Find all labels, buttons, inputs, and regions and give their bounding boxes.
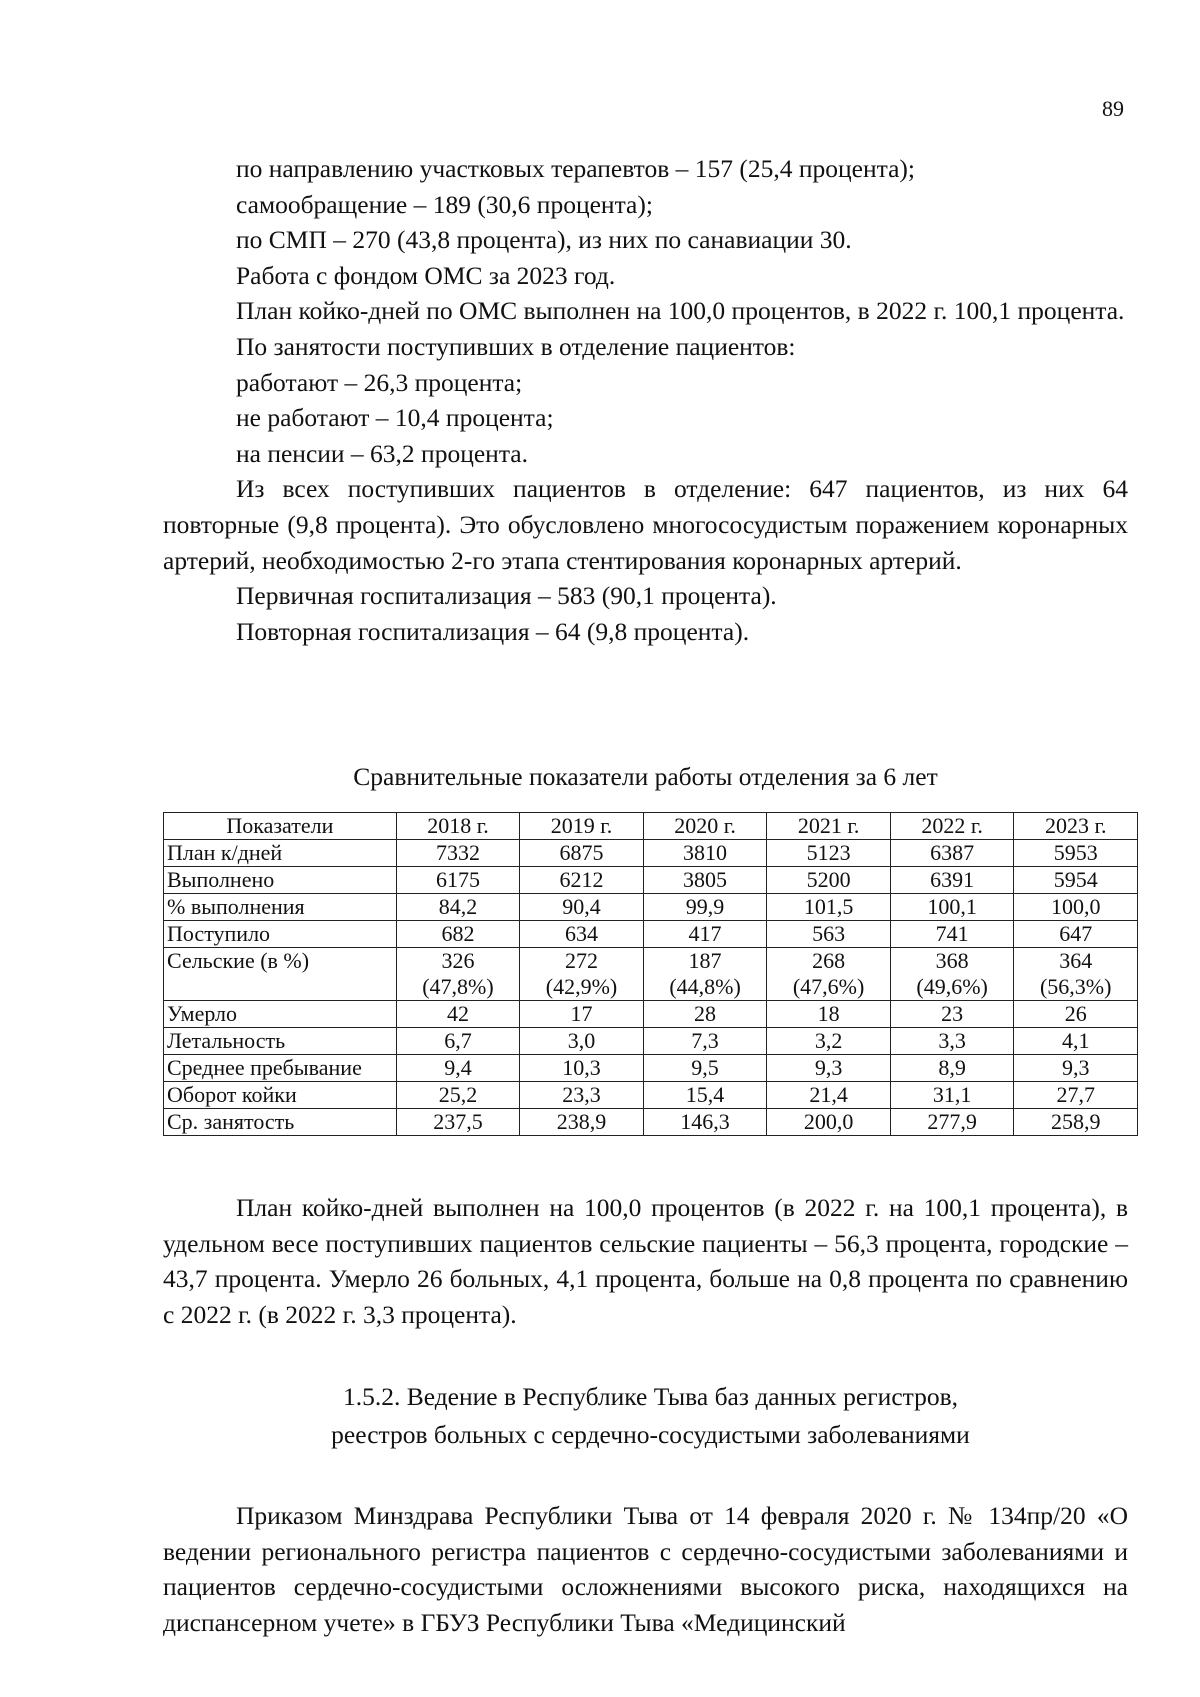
table-cell	[520, 1082, 644, 1109]
column-header: 2022 г.	[890, 813, 1014, 840]
order-text-block	[163, 1498, 1128, 1640]
cell-value: 326	[441, 948, 475, 973]
table-cell	[643, 921, 767, 948]
column-header: Показатели	[164, 813, 397, 840]
cell-value: 21,4	[809, 1082, 848, 1107]
cell-value: 5123	[806, 840, 851, 865]
cell-value: 3,2	[814, 1028, 843, 1053]
cell-value: 268	[812, 948, 846, 973]
paragraph: Повторная госпитализация – 64 (9,8 процента).	[236, 616, 750, 646]
paragraph: Работа с фондом ОМС за 2023 год.	[236, 260, 616, 290]
table-body	[164, 840, 1138, 1136]
table-cell	[520, 867, 644, 894]
cell-value: 5954	[1053, 867, 1098, 892]
cell-value: 99,9	[685, 894, 725, 919]
table-cell	[1014, 1028, 1138, 1055]
cell-value: 6175	[435, 867, 480, 892]
table-cell	[520, 894, 644, 921]
cell-value: 368	[935, 948, 969, 973]
table-cell	[643, 1055, 767, 1082]
paragraph: Из всех поступивших пациентов в отделение: 647 пациентов, из них 64 повторные (9,8 процента). Это обусловлено многососудистым поражением коронарных артерий, необходимостью 2-го этапа стентирования коронарных артерий.	[163, 474, 1128, 575]
table-cell	[767, 948, 891, 1001]
cell-value: 15,4	[685, 1082, 725, 1107]
cell-value: 9,4	[444, 1055, 472, 1080]
table-cell	[767, 1028, 891, 1055]
table-cell	[1014, 1055, 1138, 1082]
table-row	[164, 1055, 1138, 1082]
cell-value: 3,0	[567, 1028, 596, 1053]
cell-value: 682	[441, 921, 475, 946]
cell-percent: (56,3%)	[1039, 974, 1112, 999]
table-cell	[396, 948, 520, 1001]
cell-percent: (49,6%)	[916, 974, 988, 999]
table-cell	[643, 1082, 767, 1109]
table-cell	[767, 1055, 891, 1082]
cell-percent: (47,8%)	[422, 974, 494, 999]
table-row	[164, 894, 1138, 921]
paragraph: По занятости поступивших в отделение пациентов:	[236, 331, 796, 361]
cell-value: 23	[941, 1001, 964, 1026]
cell-value: 6391	[930, 867, 975, 892]
column-header: 2023 г.	[1014, 813, 1138, 840]
table-cell	[767, 867, 891, 894]
table-row	[164, 921, 1138, 948]
table-cell	[1014, 1109, 1138, 1136]
table-cell	[520, 948, 644, 1001]
table-cell	[643, 867, 767, 894]
table-row	[164, 1028, 1138, 1055]
cell-value: 7,3	[691, 1028, 719, 1053]
table-cell	[643, 1109, 767, 1136]
cell-value: 187	[688, 948, 722, 973]
cell-value: 277,9	[927, 1109, 977, 1134]
table-cell	[643, 948, 767, 1001]
table-cell	[890, 1109, 1014, 1136]
row-label: Летальность	[164, 1028, 397, 1055]
paragraph: по направлению участковых терапевтов – 157 (25,4 процента);	[236, 154, 915, 183]
section-heading-line: реестров больных с сердечно-сосудистыми заболеваниями	[331, 1420, 970, 1449]
cell-value: 8,9	[938, 1055, 966, 1080]
cell-value: 647	[1059, 921, 1093, 946]
table-cell	[643, 1028, 767, 1055]
column-header: 2021 г.	[767, 813, 891, 840]
paragraph: по СМП – 270 (43,8 процента), из них по санавиации 30.	[236, 225, 852, 255]
paragraph: на пенсии – 63,2 процента.	[236, 438, 528, 468]
table-cell	[396, 921, 520, 948]
cell-value: 741	[935, 921, 969, 946]
table-row	[164, 1001, 1138, 1028]
paragraph: План койко-дней по ОМС выполнен на 100,0 процентов, в 2022 г. 100,1 процента.	[236, 296, 1125, 326]
cell-value: 6387	[930, 840, 975, 865]
column-header: 2018 г.	[396, 813, 520, 840]
intro-text-block	[163, 151, 1128, 649]
table-cell	[890, 867, 1014, 894]
table-cell	[643, 1001, 767, 1028]
paragraph: Приказом Минздрава Республики Тыва от 14 февраля 2020 г. № 134пр/20 «О ведении регионального регистра пациентов с сердечно-сосудистыми заболеваниями и пациентов сердечно-сосудистыми осложнениями высокого риска, находящихся на диспансерном учете» в ГБУЗ Республики Тыва «Медицинский	[163, 1501, 1128, 1637]
table-cell	[890, 1028, 1014, 1055]
table-row	[164, 1082, 1138, 1109]
cell-value: 9,3	[814, 1055, 843, 1080]
cell-value: 5200	[806, 867, 851, 892]
table-row	[164, 840, 1138, 867]
row-label: Выполнено	[164, 867, 397, 894]
cell-value: 100,1	[927, 894, 977, 919]
table-cell	[396, 1028, 520, 1055]
table-cell	[1014, 921, 1138, 948]
table-cell	[767, 921, 891, 948]
cell-value: 3805	[683, 867, 728, 892]
row-label: Ср. занятость	[164, 1109, 397, 1136]
paragraph: работают – 26,3 процента;	[236, 367, 523, 397]
table-cell	[890, 894, 1014, 921]
paragraph: самообращение – 189 (30,6 процента);	[236, 189, 653, 219]
section-heading-line: 1.5.2. Ведение в Республике Тыва баз данных регистров,	[342, 1382, 959, 1411]
table-cell	[767, 1109, 891, 1136]
table-cell	[396, 894, 520, 921]
paragraph: Первичная госпитализация – 583 (90,1 процента).	[236, 581, 777, 611]
section-heading	[163, 1378, 1138, 1454]
table-cell	[1014, 840, 1138, 867]
table-cell	[890, 1001, 1014, 1028]
page-number: 89	[1102, 96, 1124, 121]
cell-value: 6212	[559, 867, 604, 892]
cell-percent: (44,8%)	[669, 974, 741, 999]
row-label: План к/дней	[164, 840, 397, 867]
cell-value: 26	[1064, 1001, 1087, 1026]
cell-value: 200,0	[803, 1109, 854, 1134]
table-cell	[643, 894, 767, 921]
table-cell	[396, 1001, 520, 1028]
table-cell	[890, 840, 1014, 867]
summary-text-block	[163, 1190, 1128, 1332]
table-cell	[643, 840, 767, 867]
table-title: Сравнительные показатели работы отделения за 6 лет	[353, 762, 938, 791]
table-cell	[1014, 1082, 1138, 1109]
cell-value: 364	[1059, 948, 1093, 973]
cell-value: 417	[688, 921, 722, 946]
cell-value: 6875	[559, 840, 604, 865]
paragraph: План койко-дней выполнен на 100,0 процентов (в 2022 г. на 100,1 процента), в удельном весе поступивших пациентов сельские пациенты – 56,3 процента, городские – 43,7 процента. Умерло 26 больных, 4,1 процента, больше на 0,8 процента по сравнению с 2022 г. (в 2022 г. 3,3 процента).	[163, 1193, 1128, 1329]
table-cell	[1014, 867, 1138, 894]
table-cell	[396, 1055, 520, 1082]
table-cell	[890, 948, 1014, 1001]
table-row	[164, 1109, 1138, 1136]
table-cell	[520, 1109, 644, 1136]
table-cell	[520, 840, 644, 867]
cell-value: 4,1	[1061, 1028, 1090, 1053]
table-cell	[396, 867, 520, 894]
cell-value: 238,9	[556, 1109, 607, 1134]
cell-value: 146,3	[680, 1109, 730, 1134]
cell-value: 17	[570, 1001, 593, 1026]
cell-value: 23,3	[562, 1082, 601, 1107]
cell-value: 10,3	[562, 1055, 601, 1080]
cell-value: 84,2	[438, 894, 478, 919]
cell-value: 272	[565, 948, 598, 973]
cell-value: 31,1	[932, 1082, 972, 1107]
cell-value: 3,3	[938, 1028, 966, 1053]
cell-value: 9,5	[691, 1055, 719, 1080]
cell-value: 28	[694, 1001, 717, 1026]
paragraph: не работают – 10,4 процента;	[236, 403, 554, 433]
cell-value: 6,7	[444, 1028, 472, 1053]
table-cell	[767, 894, 891, 921]
cell-value: 7332	[435, 840, 480, 865]
cell-value: 18	[817, 1001, 840, 1026]
table-cell	[520, 1055, 644, 1082]
table-cell	[396, 1109, 520, 1136]
comparison-table	[163, 812, 1138, 1136]
cell-percent: (47,6%)	[792, 974, 865, 999]
cell-value: 42	[446, 1001, 469, 1026]
table-row	[164, 948, 1138, 1001]
table-cell	[890, 1055, 1014, 1082]
cell-value: 563	[812, 921, 846, 946]
column-header: 2020 г.	[643, 813, 767, 840]
row-label: Поступило	[164, 921, 397, 948]
table-cell	[1014, 894, 1138, 921]
table-cell	[520, 1001, 644, 1028]
table-row	[164, 867, 1138, 894]
cell-value: 237,5	[433, 1109, 483, 1134]
table-cell	[520, 1028, 644, 1055]
cell-value: 258,9	[1050, 1109, 1101, 1134]
row-label: Умерло	[164, 1001, 397, 1028]
table-cell	[1014, 1001, 1138, 1028]
cell-value: 25,2	[438, 1082, 478, 1107]
table-cell	[767, 1001, 891, 1028]
table-cell	[520, 921, 644, 948]
table-cell	[396, 1082, 520, 1109]
cell-value: 100,0	[1050, 894, 1101, 919]
cell-value: 27,7	[1056, 1082, 1095, 1107]
table-cell	[890, 1082, 1014, 1109]
cell-value: 3810	[683, 840, 728, 865]
cell-value: 634	[565, 921, 598, 946]
table-cell	[890, 921, 1014, 948]
table-cell	[396, 840, 520, 867]
table-header-row	[164, 813, 1138, 840]
row-label: Среднее пребывание	[164, 1055, 397, 1082]
row-label: % выполнения	[164, 894, 397, 921]
row-label: Оборот койки	[164, 1082, 397, 1109]
cell-value: 9,3	[1061, 1055, 1090, 1080]
table-cell	[1014, 948, 1138, 1001]
cell-value: 90,4	[562, 894, 601, 919]
table-cell	[767, 840, 891, 867]
row-label: Сельские (в %)	[164, 948, 397, 1001]
cell-value: 101,5	[803, 894, 854, 919]
cell-percent: (42,9%)	[545, 974, 618, 999]
column-header: 2019 г.	[520, 813, 644, 840]
table-cell	[767, 1082, 891, 1109]
cell-value: 5953	[1053, 840, 1098, 865]
